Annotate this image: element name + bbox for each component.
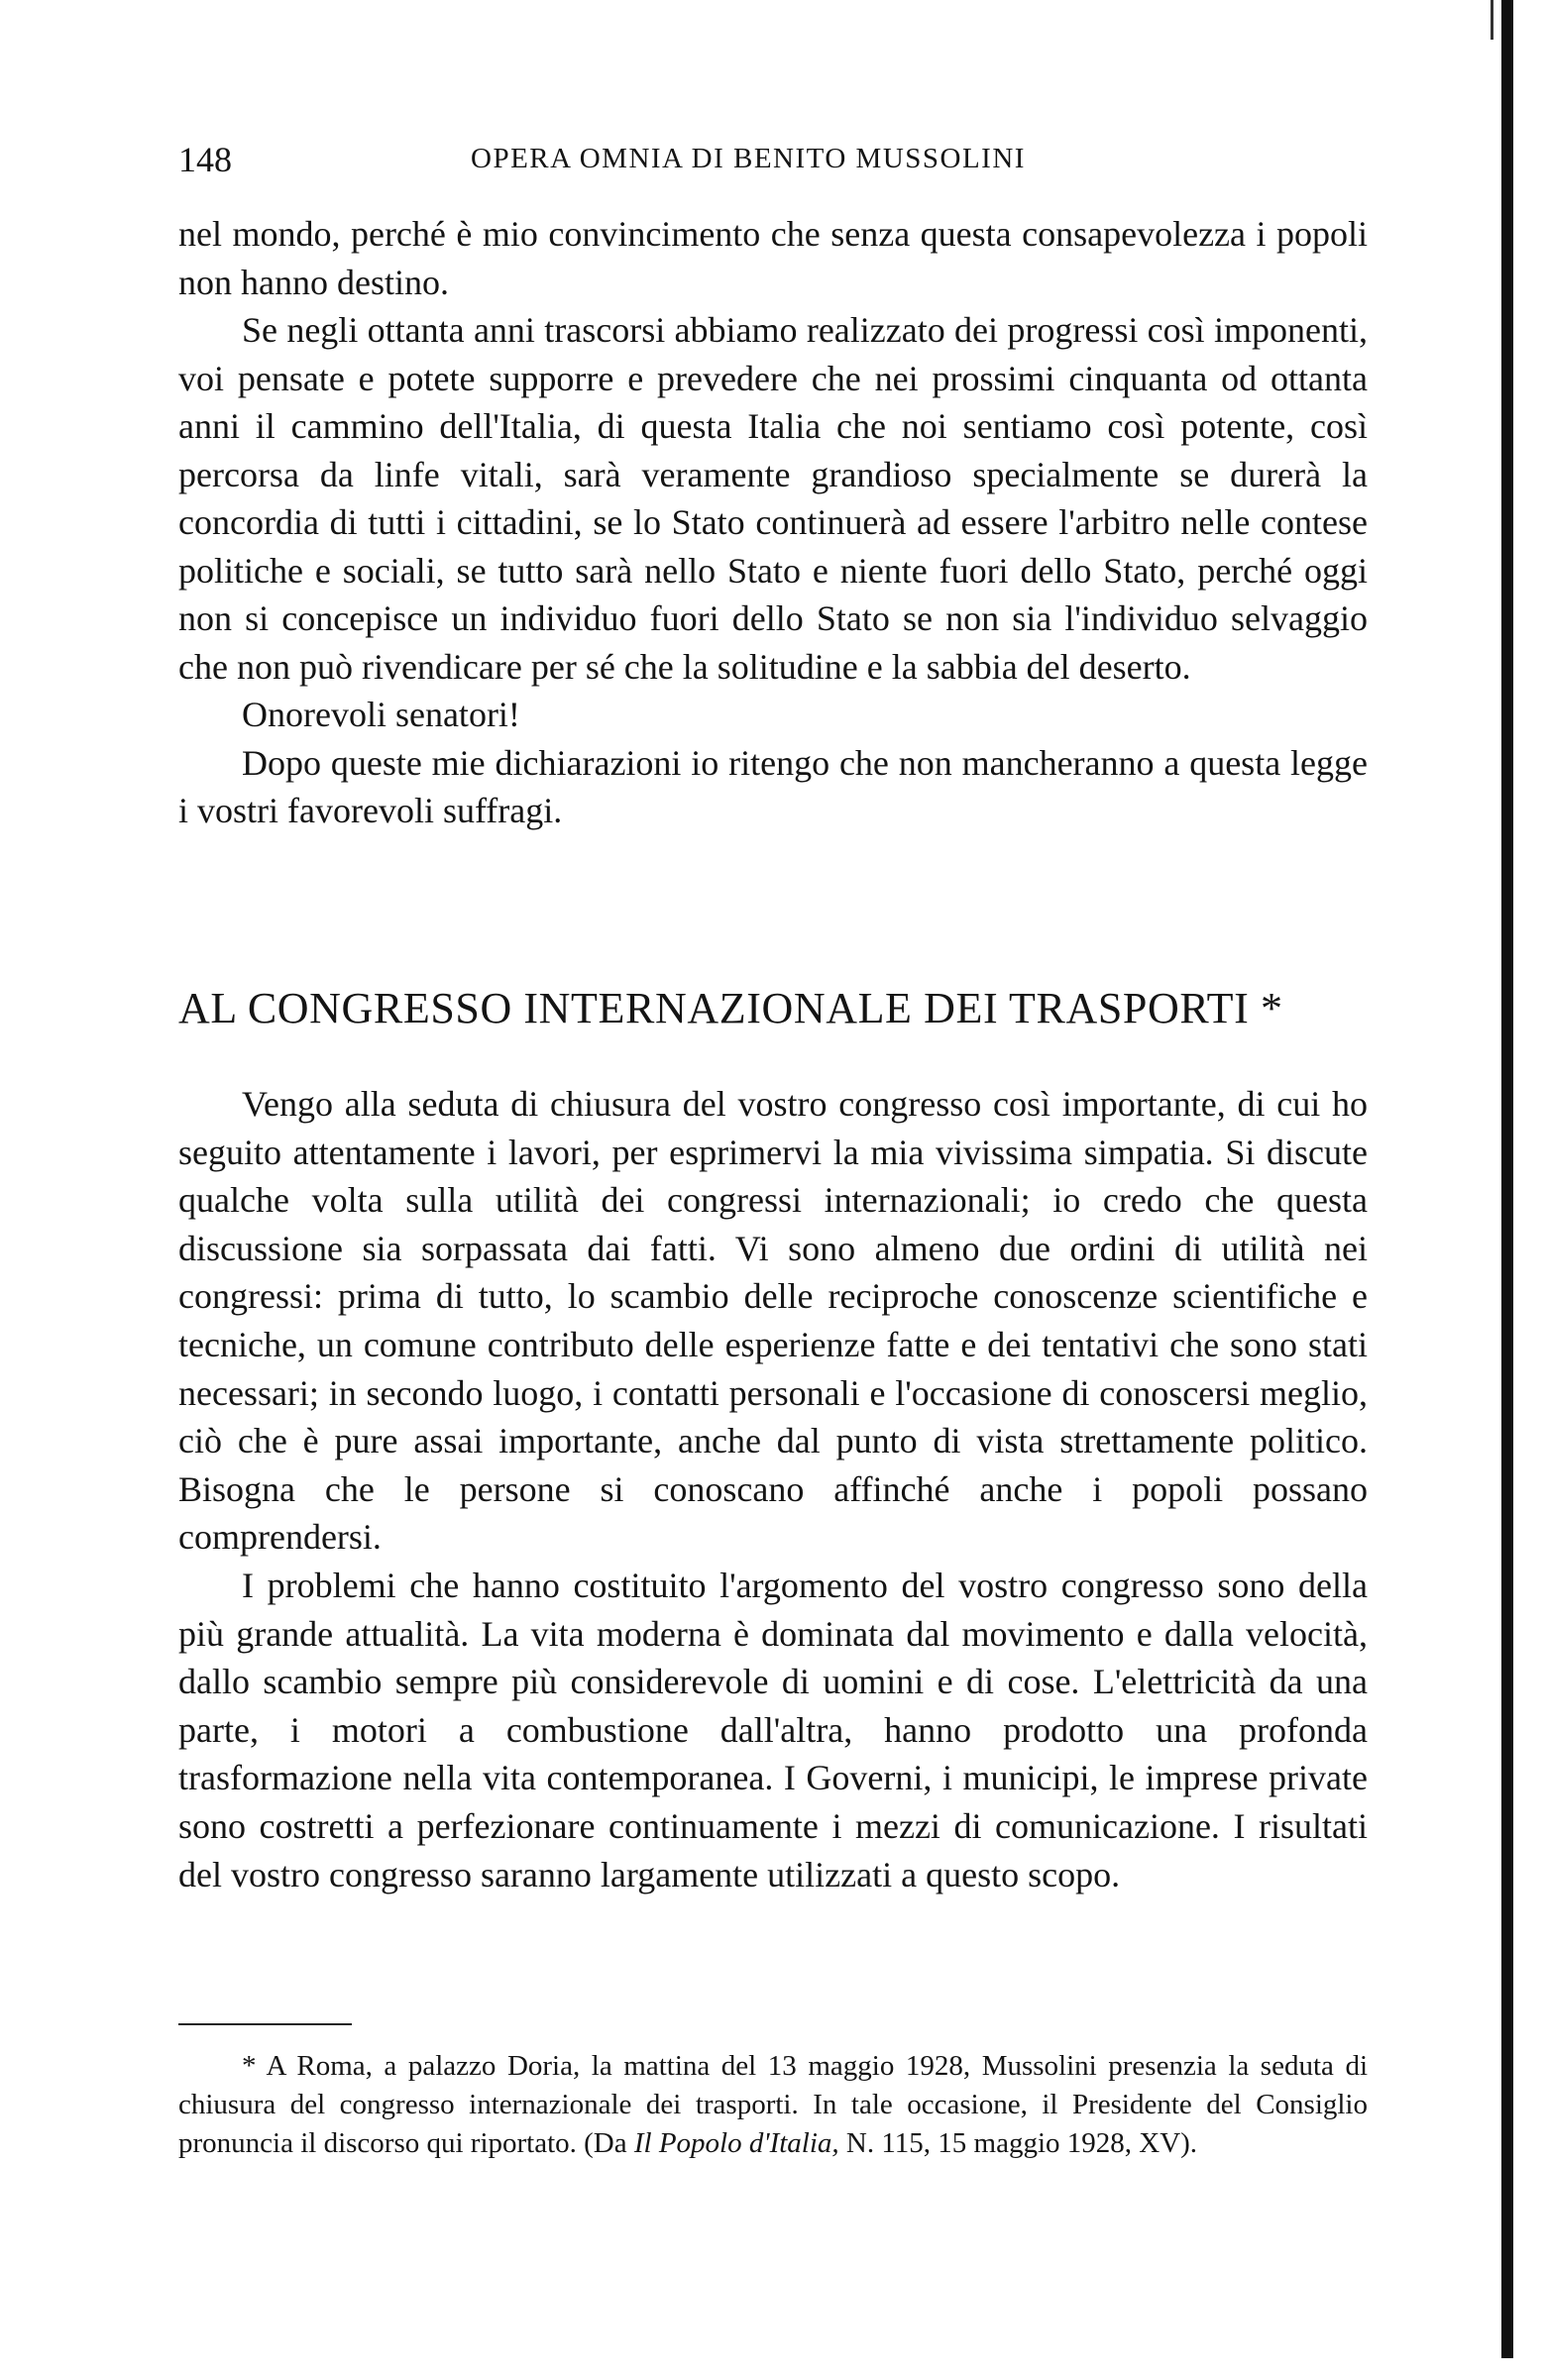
footnote (178, 2047, 1368, 2163)
page-edge-shadow (1501, 0, 1513, 2358)
footnote-divider (178, 2023, 352, 2025)
paragraph-address: Onorevoli senatori! (242, 695, 520, 734)
page-number: 148 (178, 140, 232, 179)
page-edge-mark (1491, 0, 1493, 40)
paragraph: Vengo alla seduta di chiusura del vostro congresso così importante, di cui ho seguito attentamente i lavori, per esprimervi la mia vivissima simpatia. Si discute qualche volta sulla utilità dei congressi internazionali; io credo che questa discussione sia sorpassata dai fatti. Vi sono almeno due ordini di utilità nei congressi: prima di tutto, lo scambio delle reciproche conoscenze scientifiche e tecniche, un comune contributo delle esperienze fatte e dei tentativi che sono stati necessari; in secondo luogo, i contatti personali e l'occasione di conoscersi meglio, ciò che è pure assai importante, anche dal punto di vista strettamente politico. Bisogna che le persone si conoscano affinché anche i popoli possano comprendersi. (178, 1084, 1368, 1558)
paragraph-continuation: nel mondo, perché è mio convincimento che senza questa consapevolezza i popoli non hanno destino. (178, 214, 1368, 302)
running-head: OPERA OMNIA DI BENITO MUSSOLINI (471, 143, 1026, 174)
paragraph: Se negli ottanta anni trascorsi abbiamo realizzato dei progressi così imponenti, voi pensate e potete supporre e prevedere che nei prossimi cinquanta od ottanta anni il cammino dell'Italia, di questa Italia che noi sentiamo così potente, così percorsa da linfe vitali, sarà veramente grandioso specialmente se durerà la concordia di tutti i cittadini, se lo Stato continuerà ad essere l'arbitro nelle contese politiche e sociali, se tutto sarà nello Stato e niente fuori dello Stato, perché oggi non si concepisce un individuo fuori dello Stato se non sia l'individuo selvaggio che non può rivendicare per sé che la solitudine e la sabbia del deserto. (178, 310, 1368, 687)
section-title: AL CONGRESSO INTERNAZIONALE DEI TRASPORTI * (178, 984, 1283, 1032)
paragraph: Dopo queste mie dichiarazioni io ritengo che non mancheranno a questa legge i vostri favorevoli suffragi. (178, 742, 1368, 830)
body-text-top (178, 210, 1368, 835)
footnote-source-details: N. 115, 15 maggio 1928, XV). (838, 2127, 1198, 2159)
paragraph: I problemi che hanno costituito l'argomento del vostro congresso sono della più grande attualità. La vita moderna è dominata dal movimento e dalla velocità, dallo scambio sempre più considerevole di uomini e di cose. L'elettricità da una parte, i motori a combustione dall'altra, hanno prodotto una profonda trasformazione nella vita contemporanea. I Governi, i municipi, le imprese private sono costretti a perfezionare continuamente i mezzi di comunicazione. I risultati del vostro congresso saranno largamente utilizzati a questo scopo. (178, 1565, 1368, 1894)
footnote-body: * A Roma, a palazzo Doria, la mattina del 13 maggio 1928, Mussolini presenzia la seduta di chiusura del congresso internazionale dei trasporti. In tale occasione, il Presidente del Consiglio pronuncia il discorso qui riportato. (Da (178, 2050, 1368, 2159)
footnote-text (178, 2047, 1368, 2163)
footnote-source-title: Il Popolo d'Italia, (633, 2127, 839, 2159)
section-body (178, 1080, 1368, 1898)
page-header (178, 139, 1368, 188)
